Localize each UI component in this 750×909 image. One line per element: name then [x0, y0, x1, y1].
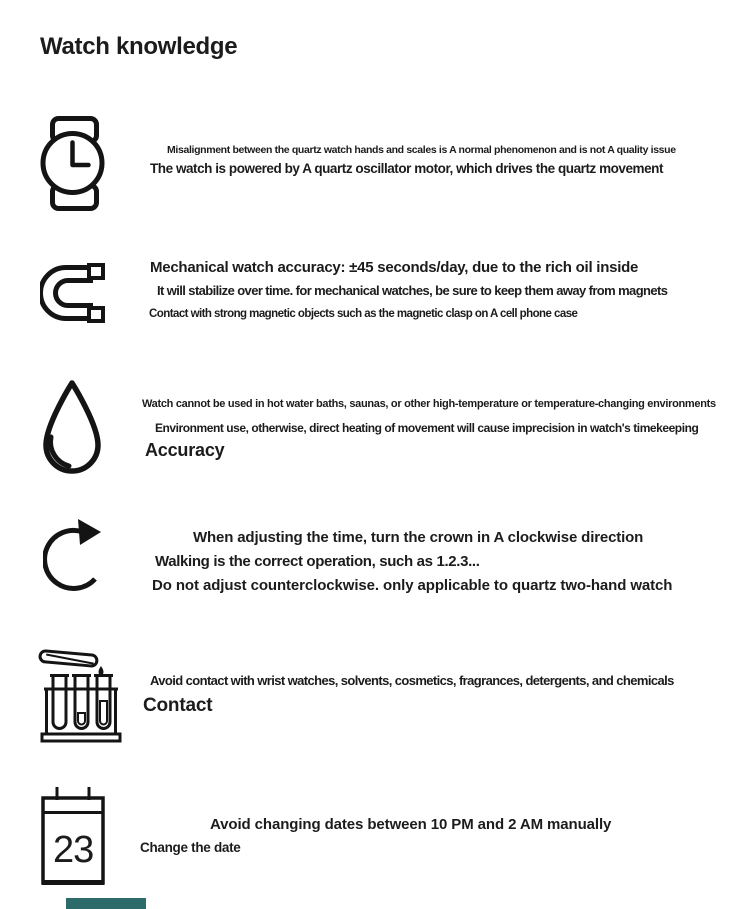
section-text: Do not adjust counterclockwise. only applicable to quartz two-hand watch [152, 577, 673, 594]
water-drop-icon [40, 379, 104, 477]
section-note: Watch cannot be used in hot water baths, saunas, or other high-temperature or temperature-changing environments [142, 398, 716, 410]
wristwatch-icon [40, 116, 105, 211]
calendar-day-number: 23 [53, 829, 94, 871]
section-text: When adjusting the time, turn the crown in A clockwise direction [193, 529, 644, 546]
section-text: Change the date [140, 840, 241, 855]
magnet-icon [40, 263, 106, 323]
clockwise-arrow-icon [43, 519, 109, 601]
section-heading: Accuracy [145, 440, 225, 460]
section-text: Mechanical watch accuracy: ±45 seconds/day, due to the rich oil inside [150, 259, 639, 276]
calendar-icon [41, 786, 105, 886]
next-section-color-bar [66, 898, 146, 909]
section-text: Environment use, otherwise, direct heating of movement will cause imprecision in watch's timekeeping [155, 421, 699, 435]
section-text: Avoid changing dates between 10 PM and 2 AM manually [210, 816, 612, 833]
page-title: Watch knowledge [40, 33, 238, 60]
section-note: Contact with strong magnetic objects such as the magnetic clasp on A cell phone case [149, 308, 578, 320]
section-text: It will stabilize over time. for mechanical watches, be sure to keep them away from magnets [157, 283, 668, 298]
section-heading: Contact [143, 695, 213, 716]
section-text: Walking is the correct operation, such as 1.2.3... [155, 553, 480, 570]
section-text: The watch is powered by A quartz oscillator motor, which drives the quartz movement [150, 161, 664, 176]
section-note: Misalignment between the quartz watch hands and scales is A normal phenomenon and is not A quality issue [167, 144, 676, 156]
section-text: Avoid contact with wrist watches, solvents, cosmetics, fragrances, detergents, and chemicals [150, 673, 674, 688]
test-tubes-icon [38, 645, 123, 745]
